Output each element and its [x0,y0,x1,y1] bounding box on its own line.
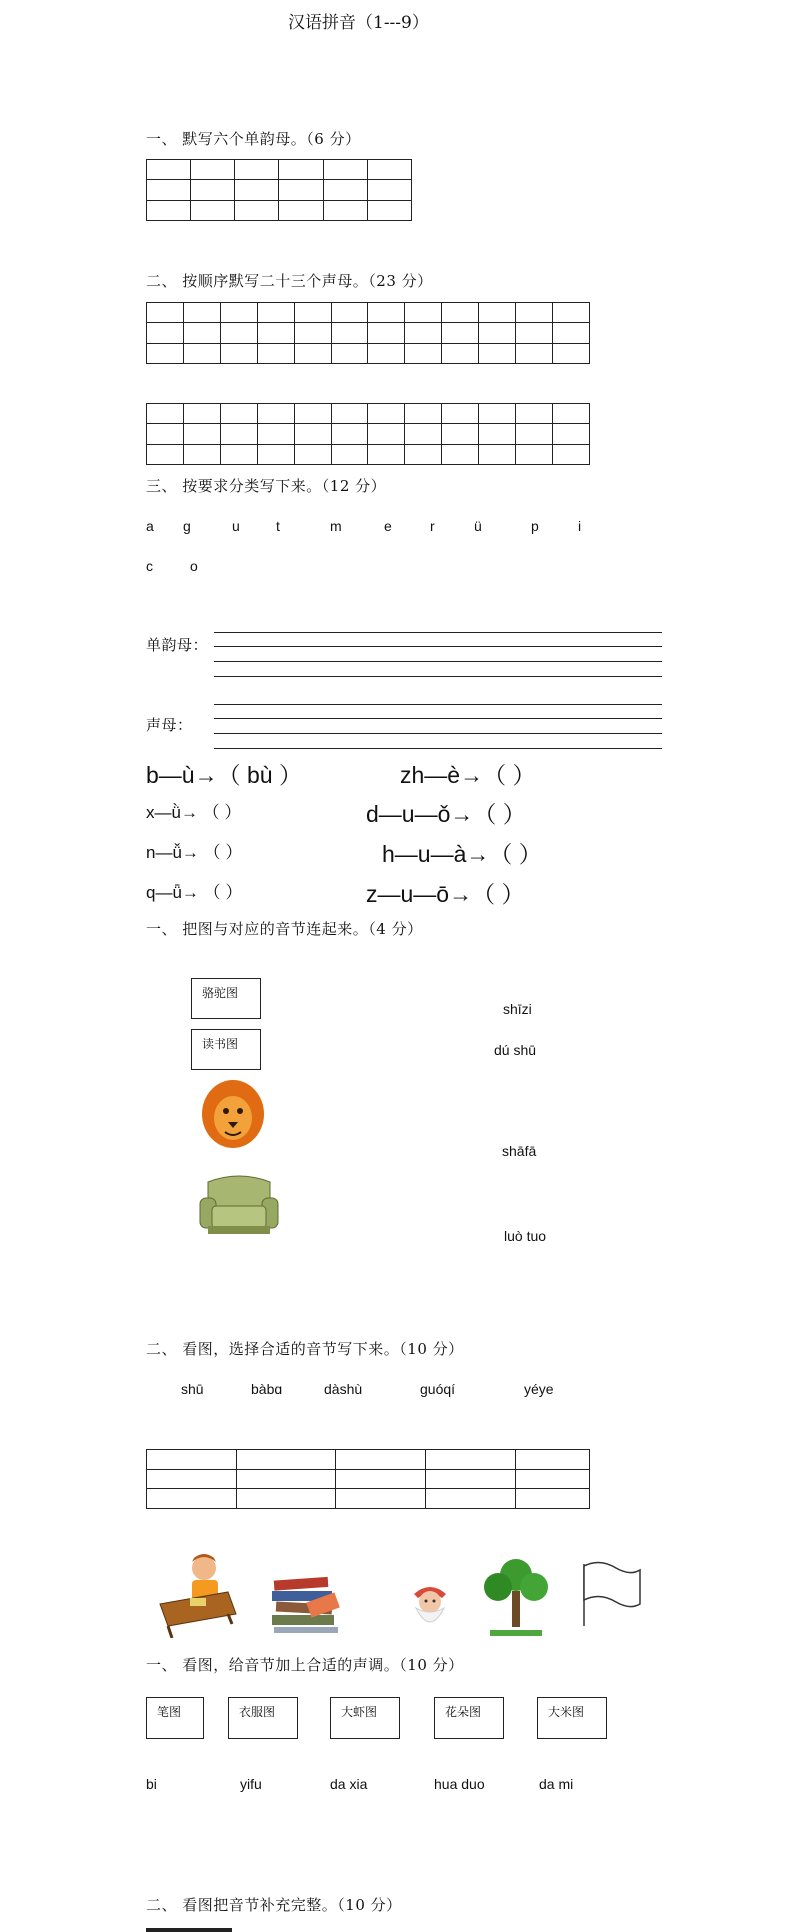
syllable-bi: bi [146,1776,157,1792]
letter-i: i [578,518,582,534]
letter-e: e [384,518,392,534]
shengmu-grid-2[interactable] [146,403,590,465]
tree-icon [480,1553,552,1637]
pen-picture-box: 笔图 [146,1697,204,1739]
writing-line[interactable] [214,748,662,749]
syllable-yifu: yifu [240,1776,262,1792]
syllable-dushu: dú shū [494,1042,537,1058]
flag-icon [578,1560,644,1628]
yunmu-writing-grid[interactable] [146,159,412,221]
grandpa-face-icon [408,1580,452,1634]
reading-picture-box: 读书图 [191,1029,261,1070]
section-1-heading: 一、 默写六个单韵母。（6 分） [146,130,361,148]
letter-t: t [276,518,280,534]
syllable-daxia: da xia [330,1776,368,1792]
letter-a: a [146,518,154,534]
letter-p: p [531,518,539,534]
letter-r: r [430,518,435,534]
partial-image-border [146,1928,232,1932]
page-title: 汉语拼音（1---9） [288,13,429,33]
writing-line[interactable] [214,733,662,734]
option-yeye: yéye [524,1381,554,1397]
letter-g: g [183,518,191,534]
lion-icon [200,1078,266,1154]
writing-line[interactable] [214,646,662,647]
letter-c: c [146,558,153,574]
clothes-picture-box: 衣服图 [228,1697,298,1739]
letter-o: o [190,558,198,574]
option-guoqi: guóqí [420,1381,456,1397]
syllable-shizi: shīzi [503,1001,532,1017]
section-2-heading: 二、 按顺序默写二十三个声母。（23 分） [146,272,433,290]
shrimp-picture-box: 大虾图 [330,1697,400,1739]
writing-line[interactable] [214,661,662,662]
rice-picture-box: 大米图 [537,1697,607,1739]
writing-line[interactable] [214,718,662,719]
section-5-heading: 二、 看图，选择合适的音节写下来。（10 分） [146,1340,464,1358]
spelling-row-2-right: d—u—ǒ→（ ） [366,801,526,827]
spelling-row-1-right: zh—è→（ ） [400,762,536,788]
shengmu-grid-1[interactable] [146,302,590,364]
books-icon [268,1573,344,1637]
spelling-row-4-left: q—ǖ→ （ ） [146,883,243,902]
option-baba: bàbɑ [251,1381,283,1397]
telephone-man-icon [156,1552,238,1638]
section-7-heading: 二、 看图把音节补充完整。（10 分） [146,1896,402,1914]
spelling-row-1-left: b—ù→（ bù ） [146,762,302,788]
sofa-icon [198,1168,280,1240]
camel-picture-box: 骆驼图 [191,978,261,1019]
spelling-row-3-right: h—u—à→（ ） [382,841,542,867]
syllable-dami: da mi [539,1776,574,1792]
letter-u-umlaut: ü [474,518,482,534]
flower-picture-box: 花朵图 [434,1697,504,1739]
answer-grid[interactable] [146,1449,590,1509]
syllable-luotuo: luò tuo [504,1228,547,1244]
spelling-row-4-right: z—u—ō→（ ） [366,881,525,907]
spelling-row-3-left: n—ǚ→ （ ） [146,843,243,862]
option-dashu: dàshù [324,1381,363,1397]
writing-line[interactable] [214,632,662,633]
section-6-heading: 一、 看图，给音节加上合适的声调。（10 分） [146,1656,464,1674]
writing-line[interactable] [214,676,662,677]
letter-m: m [330,518,342,534]
writing-line[interactable] [214,704,662,705]
letter-u: u [232,518,240,534]
syllable-huaduo: hua duo [434,1776,485,1792]
syllable-shafa: shāfā [502,1143,537,1159]
spelling-row-2-left: x—ǜ→ （ ） [146,803,242,822]
label-shengmu: 声母： [146,716,193,734]
option-shu: shū [181,1381,204,1397]
section-4-heading: 一、 把图与对应的音节连起来。（4 分） [146,920,423,938]
section-3-heading: 三、 按要求分类写下来。（12 分） [146,477,387,495]
label-yunmu: 单韵母： [146,636,209,654]
